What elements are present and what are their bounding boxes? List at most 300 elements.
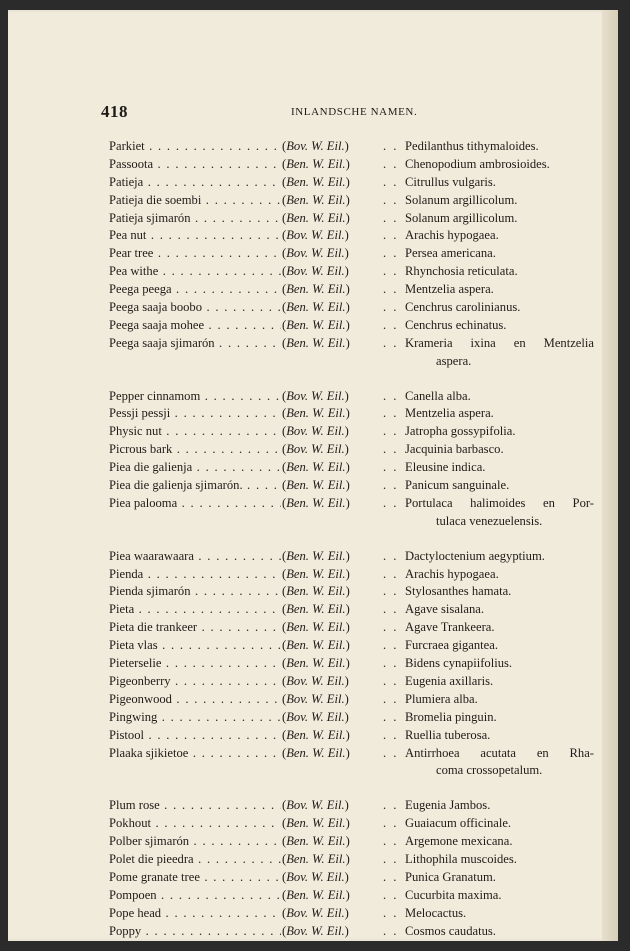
open-paren: (	[282, 602, 287, 617]
source-suffix: W. Eil.	[311, 442, 345, 457]
source-reference	[282, 619, 350, 637]
source-suffix: W. Eil.	[311, 691, 345, 706]
source-suffix: W. Eil.	[312, 816, 346, 831]
leader-dots: . .	[383, 887, 399, 902]
scientific-name: Jatropha gossypifolia.	[405, 424, 516, 439]
close-paren: )	[345, 887, 350, 902]
list-entry	[109, 245, 609, 263]
close-paren: )	[344, 798, 349, 813]
list-entry	[109, 477, 609, 495]
list-entry	[109, 637, 609, 655]
vernacular-name: Plaaka sjikietoe . . .	[109, 745, 281, 763]
open-paren: (	[282, 548, 287, 563]
list-entry	[109, 923, 609, 941]
source-author: Ben.	[286, 638, 309, 653]
scientific-name: Guaiacum officinale.	[405, 816, 512, 831]
leader-dots: . .	[383, 388, 399, 403]
entry-row	[109, 388, 609, 406]
source-author: Bov.	[286, 388, 308, 403]
leader-dots: . .	[383, 264, 399, 279]
source-author: Ben.	[286, 300, 309, 315]
list-entry	[109, 691, 609, 709]
close-paren: )	[344, 424, 349, 439]
source-author: Ben.	[286, 192, 309, 207]
close-paren: )	[345, 584, 350, 599]
open-paren: (	[282, 638, 287, 653]
source-reference	[282, 281, 350, 299]
source-author: Ben.	[286, 566, 309, 581]
leader-dots: . .	[383, 798, 399, 813]
leader-dots: . .	[383, 656, 399, 671]
source-author: Ben.	[286, 602, 309, 617]
source-suffix: W. Eil.	[312, 156, 346, 171]
scientific-name: Agave sisalana.	[405, 602, 485, 617]
vernacular-name: Peega saaja boobo . . .	[109, 299, 281, 317]
close-paren: )	[345, 210, 350, 225]
list-entry	[109, 815, 609, 833]
source-author: Bov.	[286, 923, 308, 938]
open-paren: (	[282, 246, 287, 261]
source-author: Ben.	[286, 210, 309, 225]
vernacular-name: Pea nut . . .	[109, 227, 281, 245]
source-author: Ben.	[286, 851, 309, 866]
entry-row	[109, 210, 609, 228]
close-paren: )	[345, 834, 350, 849]
close-paren: )	[344, 673, 349, 688]
scientific-name: Dactyloctenium aegyptium.	[405, 548, 545, 563]
vernacular-name: Pistool . . .	[109, 727, 281, 745]
entry-row	[109, 745, 609, 763]
list-entry	[109, 869, 609, 887]
source-suffix: W. Eil.	[312, 210, 346, 225]
scientific-name: Stylosanthes hamata.	[405, 584, 512, 599]
group-spacer	[109, 371, 609, 388]
list-entry	[109, 727, 609, 745]
open-paren: (	[282, 317, 287, 332]
source-author: Ben.	[286, 282, 309, 297]
open-paren: (	[282, 727, 287, 742]
source-reference	[282, 655, 350, 673]
close-paren: )	[345, 620, 350, 635]
scientific-name: Melocactus.	[405, 905, 467, 920]
source-suffix: W. Eil.	[312, 566, 346, 581]
leader-dots: . .	[383, 228, 399, 243]
source-reference	[282, 192, 350, 210]
source-author: Bov.	[286, 798, 308, 813]
entry-row	[109, 727, 609, 745]
source-author: Ben.	[286, 656, 309, 671]
leader-dots: . .	[383, 317, 399, 332]
open-paren: (	[282, 869, 287, 884]
vernacular-name: Pieta . . .	[109, 601, 281, 619]
source-reference	[282, 566, 350, 584]
source-suffix: W. Eil.	[311, 923, 345, 938]
vernacular-name: Pigeonwood . . .	[109, 691, 281, 709]
open-paren: (	[282, 460, 287, 475]
scientific-name: Rhynchosia reticulata.	[405, 264, 518, 279]
open-paren: (	[282, 745, 287, 760]
leader-dots: . .	[383, 424, 399, 439]
vernacular-name: Pome granate tree . . .	[109, 869, 281, 887]
source-author: Bov.	[286, 691, 308, 706]
list-entry	[109, 156, 609, 174]
source-reference	[282, 815, 350, 833]
source-suffix: W. Eil.	[312, 478, 346, 493]
open-paren: (	[282, 851, 287, 866]
leader-dots: . .	[383, 834, 399, 849]
source-author: Ben.	[286, 460, 309, 475]
open-paren: (	[282, 905, 287, 920]
list-entry	[109, 709, 609, 727]
source-suffix: W. Eil.	[311, 139, 345, 153]
entry-row	[109, 245, 609, 263]
close-paren: )	[345, 745, 350, 760]
source-suffix: W. Eil.	[312, 495, 346, 510]
close-paren: )	[345, 460, 350, 475]
running-title: INLANDSCHE NAMEN.	[291, 106, 418, 118]
page-header	[101, 102, 581, 126]
entry-row	[109, 691, 609, 709]
source-reference	[282, 869, 349, 887]
vernacular-name: Pienda . . .	[109, 566, 281, 584]
source-reference	[282, 388, 349, 406]
entry-row	[109, 263, 609, 281]
source-reference	[282, 477, 350, 495]
source-reference	[282, 745, 350, 763]
open-paren: (	[282, 264, 287, 279]
leader-dots: . .	[383, 139, 399, 153]
close-paren: )	[345, 495, 350, 510]
leader-dots: . .	[383, 905, 399, 920]
source-suffix: W. Eil.	[312, 620, 346, 635]
vernacular-name: Piea die galienja . . .	[109, 459, 281, 477]
leader-dots: . .	[383, 602, 399, 617]
vernacular-name: Poppy . . .	[109, 923, 281, 941]
list-entry	[109, 833, 609, 851]
source-suffix: W. Eil.	[312, 406, 346, 421]
entry-row	[109, 601, 609, 619]
leader-dots: . .	[383, 335, 399, 350]
source-suffix: W. Eil.	[312, 335, 346, 350]
entry-row	[109, 566, 609, 584]
entry-row	[109, 317, 609, 335]
source-author: Ben.	[286, 406, 309, 421]
vernacular-name: Pigeonberry . . .	[109, 673, 281, 691]
scientific-name: Antirrhoea acutata en Rha-	[405, 745, 594, 760]
leader-dots: . .	[383, 442, 399, 457]
leader-dots: . .	[383, 460, 399, 475]
scientific-name: Agave Trankeera.	[405, 620, 495, 635]
leader-dots: . .	[383, 210, 399, 225]
close-paren: )	[345, 300, 350, 315]
leader-dots: . .	[383, 691, 399, 706]
scientific-name: Pedilanthus tithymaloides.	[405, 139, 539, 153]
source-author: Bov.	[286, 424, 308, 439]
open-paren: (	[282, 442, 287, 457]
open-paren: (	[282, 584, 287, 599]
leader-dots: . .	[383, 495, 399, 510]
source-suffix: W. Eil.	[311, 228, 345, 243]
source-suffix: W. Eil.	[312, 584, 346, 599]
close-paren: )	[345, 192, 350, 207]
open-paren: (	[282, 798, 287, 813]
entry-row	[109, 619, 609, 637]
source-suffix: W. Eil.	[312, 174, 346, 189]
source-author: Ben.	[286, 478, 309, 493]
vernacular-name: Physic nut . . .	[109, 423, 281, 441]
close-paren: )	[345, 816, 350, 831]
leader-dots: . .	[383, 727, 399, 742]
source-author: Ben.	[286, 620, 309, 635]
leader-dots: . .	[383, 300, 399, 315]
scientific-name: Krameria ixina en Mentzelia	[405, 335, 594, 350]
close-paren: )	[345, 335, 350, 350]
vernacular-name: Pear tree . . .	[109, 245, 281, 263]
vernacular-name: Pieta die trankeer . . .	[109, 619, 281, 637]
entry-row	[109, 548, 609, 566]
entry-row	[109, 423, 609, 441]
leader-dots: . .	[383, 584, 399, 599]
entry-row	[109, 851, 609, 869]
leader-dots: . .	[383, 851, 399, 866]
leader-dots: . .	[383, 816, 399, 831]
scientific-name: Punica Granatum.	[405, 869, 496, 884]
source-suffix: W. Eil.	[312, 192, 346, 207]
source-reference	[282, 691, 349, 709]
vernacular-name: Pieta vlas . . .	[109, 637, 281, 655]
entry-row	[109, 709, 609, 727]
vernacular-name: Patieja die soembi . . .	[109, 192, 281, 210]
scientific-name: Canella alba.	[405, 388, 471, 403]
scientific-name: Panicum sanguinale.	[405, 478, 510, 493]
entry-row	[109, 797, 609, 815]
source-reference	[282, 459, 350, 477]
entry-continuation	[109, 513, 609, 531]
leader-dots: . .	[383, 620, 399, 635]
vernacular-name: Picrous bark . . .	[109, 441, 281, 459]
source-suffix: W. Eil.	[311, 673, 345, 688]
scientific-name: Arachis hypogaea.	[405, 566, 499, 581]
close-paren: )	[345, 282, 350, 297]
vernacular-name: Piea palooma . . .	[109, 495, 281, 513]
vernacular-name: Pieterselie . . .	[109, 655, 281, 673]
vernacular-name: Peega peega . . .	[109, 281, 281, 299]
close-paren: )	[344, 691, 349, 706]
leader-dots: . .	[383, 566, 399, 581]
source-reference	[282, 923, 349, 941]
list-entry	[109, 566, 609, 584]
scientific-name: Cenchrus carolinianus.	[405, 300, 521, 315]
list-entry	[109, 423, 609, 441]
open-paren: (	[282, 816, 287, 831]
close-paren: )	[344, 442, 349, 457]
source-reference	[282, 156, 350, 174]
source-reference	[282, 583, 350, 601]
source-suffix: W. Eil.	[311, 246, 345, 261]
source-author: Ben.	[286, 816, 309, 831]
source-reference	[282, 138, 349, 156]
entry-row	[109, 174, 609, 192]
source-suffix: W. Eil.	[311, 388, 345, 403]
list-entry	[109, 299, 609, 317]
close-paren: )	[345, 406, 350, 421]
source-reference	[282, 263, 349, 281]
source-reference	[282, 673, 349, 691]
source-suffix: W. Eil.	[312, 460, 346, 475]
open-paren: (	[282, 388, 287, 403]
list-entry	[109, 317, 609, 335]
list-entry	[109, 601, 609, 619]
close-paren: )	[345, 656, 350, 671]
open-paren: (	[282, 566, 287, 581]
scientific-name: Mentzelia aspera.	[405, 406, 494, 421]
source-author: Bov.	[286, 869, 308, 884]
open-paren: (	[282, 887, 287, 902]
leader-dots: . .	[383, 923, 399, 938]
scientific-name: Bidens cynapiifolius.	[405, 656, 513, 671]
source-author: Ben.	[286, 887, 309, 902]
entry-row	[109, 655, 609, 673]
open-paren: (	[282, 210, 287, 225]
scientific-name-continued: aspera.	[436, 353, 472, 368]
entry-row	[109, 673, 609, 691]
source-reference	[282, 548, 350, 566]
entry-row	[109, 923, 609, 941]
open-paren: (	[282, 620, 287, 635]
vernacular-name: Pingwing . . .	[109, 709, 281, 727]
entry-row	[109, 281, 609, 299]
entry-row	[109, 477, 609, 495]
entry-row	[109, 869, 609, 887]
scientific-name: Ruellia tuberosa.	[405, 727, 491, 742]
source-reference	[282, 174, 350, 192]
list-entry	[109, 797, 609, 815]
entry-row	[109, 887, 609, 905]
vernacular-name: Parkiet . . .	[109, 138, 281, 156]
list-entry	[109, 405, 609, 423]
source-author: Bov.	[286, 673, 308, 688]
list-entry	[109, 905, 609, 923]
list-entry	[109, 441, 609, 459]
open-paren: (	[282, 174, 287, 189]
close-paren: )	[344, 869, 349, 884]
list-entry	[109, 583, 609, 601]
close-paren: )	[344, 905, 349, 920]
list-entry	[109, 263, 609, 281]
source-suffix: W. Eil.	[312, 887, 346, 902]
open-paren: (	[282, 300, 287, 315]
entry-row	[109, 583, 609, 601]
vernacular-name: Polber sjimarón . . .	[109, 833, 281, 851]
scientific-name: Eugenia Jambos.	[405, 798, 491, 813]
close-paren: )	[345, 156, 350, 171]
list-entry	[109, 655, 609, 673]
source-reference	[282, 210, 350, 228]
close-paren: )	[345, 478, 350, 493]
source-suffix: W. Eil.	[312, 745, 346, 760]
vernacular-name: Patieja sjimarón . . .	[109, 210, 281, 228]
source-author: Ben.	[286, 156, 309, 171]
scientific-name: Cosmos caudatus.	[405, 923, 496, 938]
list-entry	[109, 388, 609, 406]
list-entry	[109, 227, 609, 245]
entry-row	[109, 905, 609, 923]
source-reference	[282, 637, 350, 655]
scientific-name: Solanum argillicolum.	[405, 192, 518, 207]
list-entry	[109, 459, 609, 477]
list-entry	[109, 887, 609, 905]
open-paren: (	[282, 406, 287, 421]
source-suffix: W. Eil.	[312, 602, 346, 617]
source-suffix: W. Eil.	[311, 264, 345, 279]
leader-dots: . .	[383, 192, 399, 207]
source-reference	[282, 335, 350, 353]
vernacular-name: Piea die galienja sjimarón. . . .	[109, 477, 281, 495]
scientific-name: Eugenia axillaris.	[405, 673, 494, 688]
group-spacer	[109, 780, 609, 797]
list-entry	[109, 281, 609, 299]
source-author: Bov.	[286, 442, 308, 457]
leader-dots: . .	[383, 869, 399, 884]
vernacular-name: Piea waarawaara . . .	[109, 548, 281, 566]
scientific-name: Mentzelia aspera.	[405, 282, 494, 297]
source-suffix: W. Eil.	[312, 727, 346, 742]
vernacular-name: Passoota . . .	[109, 156, 281, 174]
entry-row	[109, 156, 609, 174]
source-reference	[282, 887, 350, 905]
leader-dots: . .	[383, 174, 399, 189]
list-entry	[109, 335, 609, 371]
source-reference	[282, 227, 349, 245]
open-paren: (	[282, 923, 287, 938]
scientific-name: Cenchrus echinatus.	[405, 317, 507, 332]
source-author: Ben.	[286, 174, 309, 189]
close-paren: )	[344, 388, 349, 403]
close-paren: )	[345, 174, 350, 189]
leader-dots: . .	[383, 709, 399, 724]
open-paren: (	[282, 192, 287, 207]
source-reference	[282, 709, 349, 727]
scientific-name: Solanum argillicolum.	[405, 210, 518, 225]
open-paren: (	[282, 139, 287, 153]
scientific-name: Arachis hypogaea.	[405, 228, 499, 243]
source-reference	[282, 905, 349, 923]
entry-row	[109, 335, 609, 353]
source-reference	[282, 317, 350, 335]
leader-dots: . .	[383, 638, 399, 653]
entry-row	[109, 441, 609, 459]
vernacular-name: Polet die pieedra . . .	[109, 851, 281, 869]
names-list	[109, 138, 609, 940]
entry-row	[109, 138, 609, 156]
list-entry	[109, 174, 609, 192]
source-author: Bov.	[286, 709, 308, 724]
close-paren: )	[345, 602, 350, 617]
list-entry	[109, 138, 609, 156]
open-paren: (	[282, 709, 287, 724]
source-suffix: W. Eil.	[312, 851, 346, 866]
scientific-name-continued: tulaca venezuelensis.	[436, 513, 543, 528]
close-paren: )	[344, 709, 349, 724]
vernacular-name: Plum rose . . .	[109, 797, 281, 815]
vernacular-name: Pokhout . . .	[109, 815, 281, 833]
list-entry	[109, 745, 609, 781]
entry-row	[109, 637, 609, 655]
open-paren: (	[282, 834, 287, 849]
source-suffix: W. Eil.	[311, 424, 345, 439]
vernacular-name: Pienda sjimarón . . .	[109, 583, 281, 601]
source-reference	[282, 441, 349, 459]
